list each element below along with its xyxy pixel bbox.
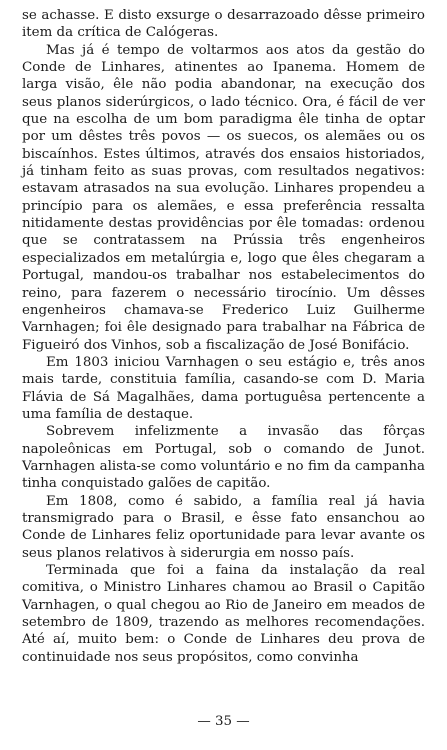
paragraph-2: Mas já é tempo de voltarmos aos atos da gestão do Conde de Linhares, atinentes ao Ipanema. Homem de larga visão, êle não podia abandonar, na execução dos seus planos siderúrgicos, o lado técnico. Ora, é fácil de ver que na escolha de um bom paradigma êle tinha de optar por um dêstes três povos — os suecos, os alemães ou os biscaínhos. Estes últimos, através dos ensaios historiados, já tinham feito as suas provas, com resultados negativos: estavam atrasados na sua evolução. Linhares propendeu a princípio para os alemães, e essa preferência ressalta nitidamente destas providências por êle tomadas: ordenou que se contratassem na Prússia três engenheiros especializados em metalúrgia e, logo que êles chegaram a Portugal, mandou-os trabalhar nos estabelecimentos do reino, para fazerem o necessário tirocínio. Um dêsses engenheiros chamava-se Frederico Luiz Guilherme Varnhagen; foi êle designado para trabalhar na Fábrica de Figueiró dos Vinhos, sob a fiscalização de José Bonifácio.	[22, 42, 425, 353]
paragraph-4: Sobrevem infelizmente a invasão das fôrças napoleônicas em Portugal, sob o comando de Junot. Varnhagen alista-se como voluntário e no fim da campanha tinha conquistado galões de capitão.	[22, 424, 425, 492]
page-number: — 35 —	[197, 714, 250, 729]
paragraph-1: se achasse. E disto exsurge o desarrazoado dêsse primeiro item da crítica de Calógeras.	[22, 8, 425, 41]
paragraph-6: Terminada que foi a faina da instalação da real comitiva, o Ministro Linhares chamou ao Brasil o Capitão Varnhagen, o qual chegou ao Rio de Janeiro em meados de setembro de 1809, trazendo as melhores recomendações. Até aí, muito bem: o Conde de Linhares deu prova de continuidade nos seus propósitos, como convinha	[22, 563, 425, 665]
paragraph-3: Em 1803 iniciou Varnhagen o seu estágio e, três anos mais tarde, constituia família, casando-se com D. Maria Flávia de Sá Magalhães, dama portuguêsa pertencente a uma família de destaque.	[22, 354, 425, 422]
page-body	[22, 7, 425, 666]
paragraph-5: Em 1808, como é sabido, a família real já havia transmigrado para o Brasil, e êsse fato ensanchou ao Conde de Linhares feliz oportunidade para levar avante os seus planos relativos à siderurgia em nosso país.	[22, 493, 425, 561]
